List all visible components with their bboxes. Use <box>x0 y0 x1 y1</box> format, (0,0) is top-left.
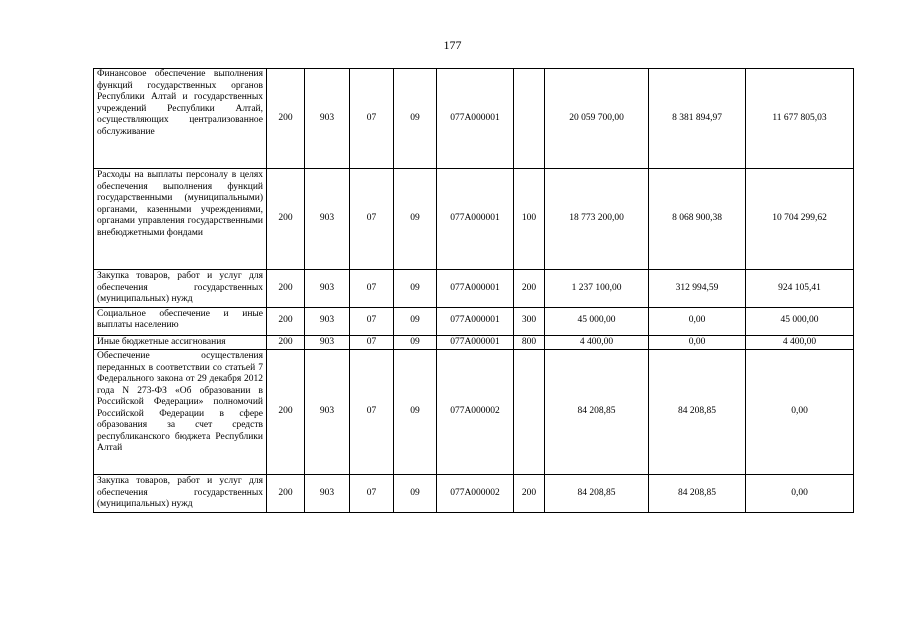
cell-plan-amount: 18 773 200,00 <box>545 169 649 270</box>
cell-section: 07 <box>350 350 394 475</box>
cell-subsection: 09 <box>394 169 437 270</box>
cell-target-article: 077A000001 <box>437 69 514 169</box>
cell-admin-code: 200 <box>267 475 305 513</box>
cell-plan-amount: 45 000,00 <box>545 307 649 335</box>
table-row <box>94 270 854 308</box>
cell-remaining-amount: 0,00 <box>746 350 854 475</box>
cell-subsection: 09 <box>394 335 437 350</box>
cell-admin-code: 200 <box>267 169 305 270</box>
cell-target-article: 077A000002 <box>437 475 514 513</box>
cell-admin-code: 200 <box>267 307 305 335</box>
table-row <box>94 475 854 513</box>
cell-executed-amount: 0,00 <box>649 307 746 335</box>
cell-target-article: 077A000001 <box>437 270 514 308</box>
cell-admin-code: 200 <box>267 69 305 169</box>
table-row <box>94 350 854 475</box>
cell-target-article: 077A000001 <box>437 335 514 350</box>
cell-remaining-amount: 924 105,41 <box>746 270 854 308</box>
row-name: Закупка товаров, работ и услуг для обеспечения государственных (муниципальных) нужд <box>94 270 267 308</box>
cell-subsection: 09 <box>394 350 437 475</box>
cell-expense-type: 800 <box>514 335 545 350</box>
cell-plan-amount: 20 059 700,00 <box>545 69 649 169</box>
row-name: Финансовое обеспечение выполнения функций государственных органов Республики Алтай и государственных учреждений Республики Алтай, осуществляющих централизованное обслуживание <box>94 69 267 169</box>
cell-expense-type: 300 <box>514 307 545 335</box>
cell-remaining-amount: 0,00 <box>746 475 854 513</box>
cell-expense-type: 200 <box>514 270 545 308</box>
budget-table <box>93 68 854 513</box>
cell-executed-amount: 8 068 900,38 <box>649 169 746 270</box>
cell-section: 07 <box>350 307 394 335</box>
row-name: Социальное обеспечение и иные выплаты населению <box>94 307 267 335</box>
cell-section: 07 <box>350 475 394 513</box>
cell-department-code: 903 <box>305 169 350 270</box>
row-name: Расходы на выплаты персоналу в целях обеспечения выполнения функций государственными (муниципальными) органами, казенными учреждениями, органами управления государственными внебюджетными фондами <box>94 169 267 270</box>
cell-subsection: 09 <box>394 270 437 308</box>
cell-executed-amount: 8 381 894,97 <box>649 69 746 169</box>
cell-target-article: 077A000001 <box>437 307 514 335</box>
cell-plan-amount: 4 400,00 <box>545 335 649 350</box>
table-row <box>94 169 854 270</box>
cell-subsection: 09 <box>394 475 437 513</box>
cell-plan-amount: 1 237 100,00 <box>545 270 649 308</box>
cell-remaining-amount: 11 677 805,03 <box>746 69 854 169</box>
cell-admin-code: 200 <box>267 350 305 475</box>
cell-section: 07 <box>350 69 394 169</box>
cell-department-code: 903 <box>305 307 350 335</box>
cell-section: 07 <box>350 169 394 270</box>
cell-remaining-amount: 4 400,00 <box>746 335 854 350</box>
table-row <box>94 69 854 169</box>
cell-admin-code: 200 <box>267 270 305 308</box>
cell-subsection: 09 <box>394 307 437 335</box>
cell-executed-amount: 84 208,85 <box>649 350 746 475</box>
cell-expense-type <box>514 69 545 169</box>
cell-department-code: 903 <box>305 69 350 169</box>
table-row <box>94 307 854 335</box>
row-name: Обеспечение осуществления переданных в соответствии со статьей 7 Федерального закона от 29 декабря 2012 года N 273-ФЗ «Об образовании в Российской Федерации» полномочий Российской Федерации в сфере образования за счет средств республиканского бюджета Республики Алтай <box>94 350 267 475</box>
cell-section: 07 <box>350 270 394 308</box>
cell-department-code: 903 <box>305 270 350 308</box>
cell-department-code: 903 <box>305 475 350 513</box>
cell-executed-amount: 312 994,59 <box>649 270 746 308</box>
cell-target-article: 077A000002 <box>437 350 514 475</box>
cell-remaining-amount: 45 000,00 <box>746 307 854 335</box>
cell-section: 07 <box>350 335 394 350</box>
row-name: Закупка товаров, работ и услуг для обеспечения государственных (муниципальных) нужд <box>94 475 267 513</box>
cell-plan-amount: 84 208,85 <box>545 350 649 475</box>
cell-executed-amount: 84 208,85 <box>649 475 746 513</box>
table-row <box>94 335 854 350</box>
cell-subsection: 09 <box>394 69 437 169</box>
cell-department-code: 903 <box>305 350 350 475</box>
page-number: 177 <box>443 38 462 52</box>
cell-expense-type: 100 <box>514 169 545 270</box>
cell-remaining-amount: 10 704 299,62 <box>746 169 854 270</box>
cell-expense-type <box>514 350 545 475</box>
row-name: Иные бюджетные ассигнования <box>94 335 267 350</box>
cell-department-code: 903 <box>305 335 350 350</box>
cell-plan-amount: 84 208,85 <box>545 475 649 513</box>
cell-target-article: 077A000001 <box>437 169 514 270</box>
cell-expense-type: 200 <box>514 475 545 513</box>
cell-executed-amount: 0,00 <box>649 335 746 350</box>
cell-admin-code: 200 <box>267 335 305 350</box>
